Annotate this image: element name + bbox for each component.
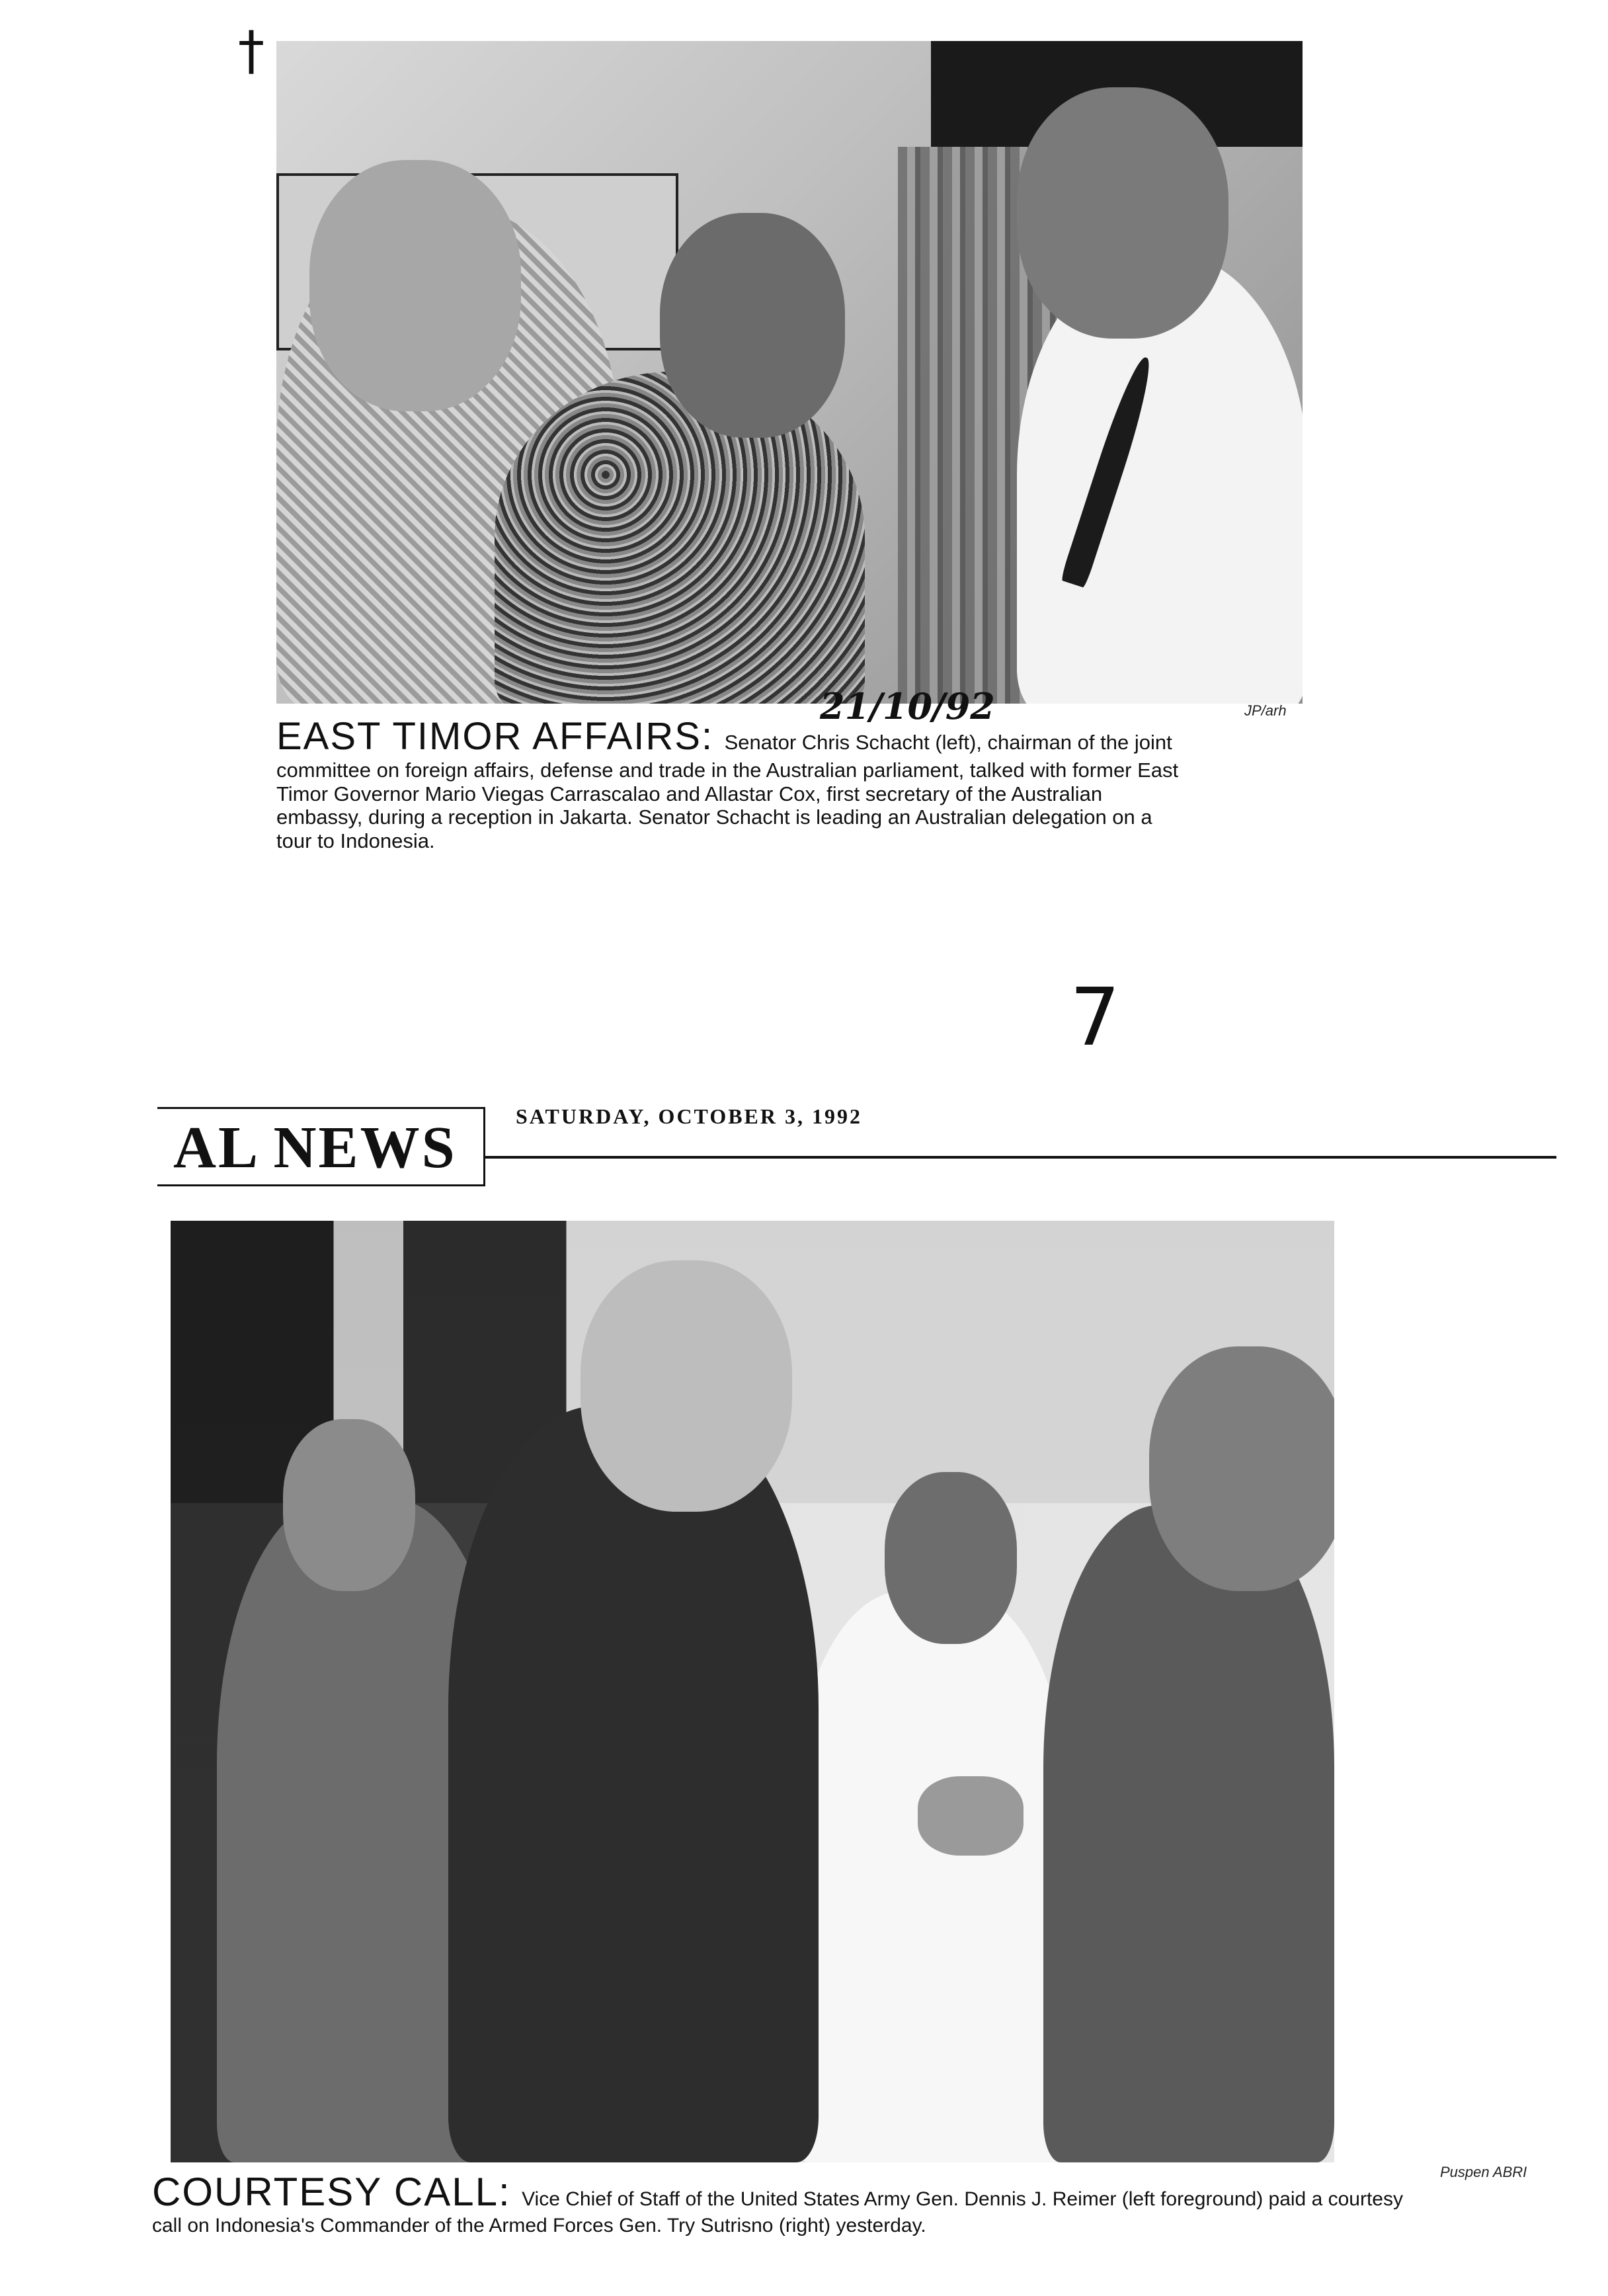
- masthead-rule: [485, 1156, 1556, 1159]
- top-caption-text-3: Timor Governor Mario Viegas Carrascalao and Allastar Cox, first secretary of the Australian: [276, 782, 1103, 805]
- top-caption-head: EAST TIMOR AFFAIRS:: [276, 715, 714, 758]
- handwritten-date: 21/10/92: [820, 685, 995, 727]
- photo-person-right-head: [1017, 87, 1228, 339]
- bottom-caption-head: COURTESY CALL:: [152, 2170, 511, 2214]
- photo-commander-body: [1043, 1505, 1334, 2162]
- photo-officer-white-head: [885, 1472, 1017, 1644]
- top-caption-text-5: tour to Indonesia.: [276, 829, 435, 852]
- bottom-photo: [171, 1221, 1334, 2162]
- top-caption-text-2: committee on foreign affairs, defense and trade in the Australian parliament, talked with former East: [276, 758, 1179, 782]
- masthead-date: SATURDAY, OCTOBER 3, 1992: [516, 1104, 862, 1128]
- photo-handshake: [918, 1776, 1024, 1856]
- top-caption-text-4: embassy, during a reception in Jakarta. Senator Schacht is leading an Australian delegation on a: [276, 805, 1152, 829]
- top-caption: [276, 714, 1308, 853]
- bottom-caption: [152, 2169, 1574, 2238]
- photo-officer-white-body: [792, 1591, 1070, 2162]
- photo-person-center-body: [495, 372, 865, 704]
- bottom-caption-line-1: [152, 2169, 1574, 2215]
- page-mark: 7: [1070, 972, 1121, 1064]
- photo-commander-head: [1149, 1346, 1334, 1591]
- masthead-title: AL NEWS: [173, 1115, 457, 1180]
- top-photo-credit: JP/arh: [1244, 702, 1287, 719]
- top-caption-line-1: [276, 714, 1308, 758]
- top-photo: [276, 41, 1303, 704]
- photo-person-center-head: [660, 213, 845, 438]
- photo-person-left-head: [309, 160, 521, 411]
- bottom-caption-text-1: Vice Chief of Staff of the United States Army Gen. Dennis J. Reimer (left foreground) paid a courtesy: [522, 2188, 1403, 2210]
- photo-officer-left-head: [283, 1419, 415, 1591]
- top-caption-text-1: Senator Chris Schacht (left), chairman of the joint: [724, 731, 1172, 754]
- corner-mark: †: [238, 20, 264, 81]
- photo-general-body: [448, 1406, 819, 2162]
- bottom-caption-text-2: call on Indonesia's Commander of the Armed Forces Gen. Try Sutrisno (right) yesterday.: [152, 2215, 926, 2236]
- bottom-photo-credit: Puspen ABRI: [1440, 2164, 1527, 2180]
- photo-general-head: [581, 1260, 792, 1512]
